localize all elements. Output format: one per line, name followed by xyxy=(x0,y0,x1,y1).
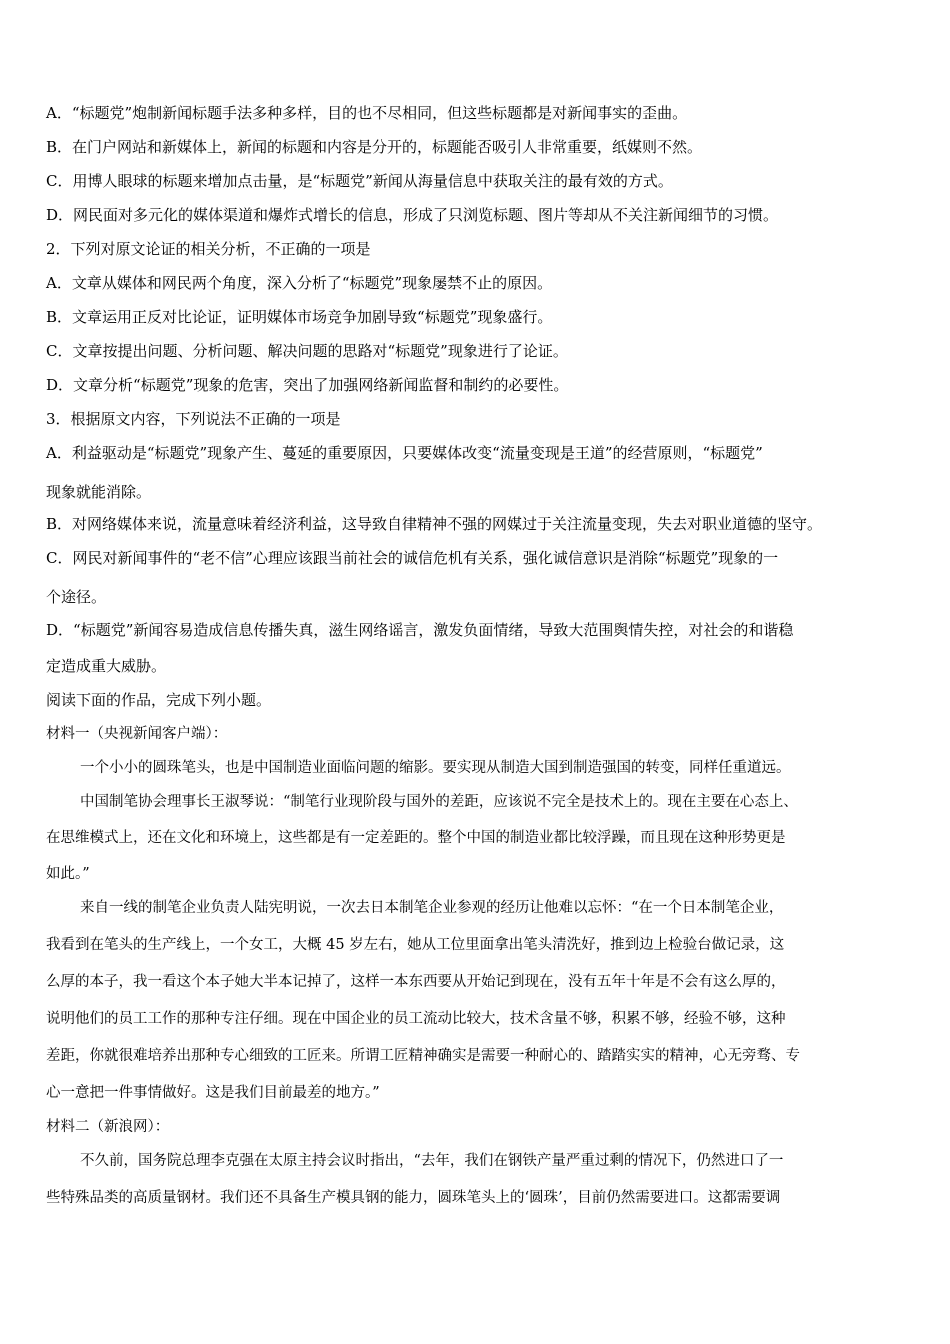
material2-title: 材料二（新浪网）： xyxy=(46,1119,170,1135)
material1-paragraph1: 一个小小的圆珠笔头，也是中国制造业面临问题的缩影。要实现从制造大国到制造强国的转变，同样任重道远。 xyxy=(80,760,791,776)
q2-option-c: C．文章按提出问题、分析问题、解决问题的思路对“标题党”现象进行了论证。 xyxy=(46,342,568,360)
reading-instruction: 阅读下面的作品，完成下列小题。 xyxy=(46,691,272,709)
q3-option-c-line2: 个途径。 xyxy=(46,588,107,606)
q3-option-b: B．对网络媒体来说，流量意味着经济利益，这导致自律精神不强的网媒过于关注流量变现，失去对职业道德的坚守。 xyxy=(46,515,823,533)
material1-paragraph3-line6: 心一意把一件事情做好。这是我们目前最差的地方。” xyxy=(46,1085,380,1101)
q3-option-d-line1: D．“标题党”新闻容易造成信息传播失真，滋生网络谣言，激发负面情绪，导致大范围舆情失控，对社会的和谐稳 xyxy=(46,621,794,639)
q2-option-a: A．文章从媒体和网民两个角度，深入分析了“标题党”现象屡禁不止的原因。 xyxy=(46,274,553,292)
q3-option-c-line1: C．网民对新闻事件的“老不信”心理应该跟当前社会的诚信危机有关系，强化诚信意识是消除“标题党”现象的一 xyxy=(46,549,779,567)
q2-stem: 2．下列对原文论证的相关分析，不正确的一项是 xyxy=(46,240,371,258)
q3-stem: 3．根据原文内容，下列说法不正确的一项是 xyxy=(46,410,341,428)
q3-option-a-line1: A．利益驱动是“标题党”现象产生、蔓延的重要原因，只要媒体改变“流量变现是王道”的经营原则，“标题党” xyxy=(46,444,763,462)
material1-paragraph2-line1: 中国制笔协会理事长王淑琴说：“制笔行业现阶段与国外的差距，应该说不完全是技术上的。现在主要在心态上、 xyxy=(80,794,798,810)
material1-paragraph3-line1: 来自一线的制笔企业负责人陆宪明说，一次去日本制笔企业参观的经历让他难以忘怀：“在一个日本制笔企业， xyxy=(80,900,784,916)
q2-option-d: D．文章分析“标题党”现象的危害，突出了加强网络新闻监督和制约的必要性。 xyxy=(46,376,569,394)
material2-paragraph1-line1: 不久前，国务院总理李克强在太原主持会议时指出，“去年，我们在钢铁产量严重过剩的情况下，仍然进口了一 xyxy=(80,1153,784,1169)
q3-option-d-line2: 定造成重大威胁。 xyxy=(46,657,167,675)
material1-paragraph3-line4: 说明他们的员工工作的那种专注仔细。现在中国企业的员工流动比较大，技术含量不够，积累不够，经验不够，这种 xyxy=(46,1011,786,1027)
q2-option-b: B．文章运用正反对比论证，证明媒体市场竞争加剧导致“标题党”现象盛行。 xyxy=(46,308,553,326)
material1-paragraph3-line3: 么厚的本子，我一看这个本子她大半本记掉了，这样一本东西要从开始记到现在，没有五年十年是不会有这么厚的， xyxy=(46,974,786,990)
material1-paragraph3-line2: 我看到在笔头的生产线上，一个女工，大概 45 岁左右，她从工位里面拿出笔头清洗好，推到边上检验台做记录，这 xyxy=(46,937,785,953)
q1-option-c: C．用博人眼球的标题来增加点击量，是“标题党”新闻从海量信息中获取关注的最有效的方式。 xyxy=(46,172,673,190)
material1-paragraph3-line5: 差距，你就很难培养出那种专心细致的工匠来。所谓工匠精神确实是需要一种耐心的、踏踏实实的精神，心无旁骛、专 xyxy=(46,1048,800,1064)
q1-option-b: B．在门户网站和新媒体上，新闻的标题和内容是分开的，标题能否吸引人非常重要，纸媒则不然。 xyxy=(46,138,703,156)
q1-option-a: A．“标题党”炮制新闻标题手法多种多样，目的也不尽相同，但这些标题都是对新闻事实的歪曲。 xyxy=(46,104,688,122)
material2-paragraph1-line2: 些特殊品类的高质量钢材。我们还不具备生产模具钢的能力，圆珠笔头上的‘圆珠’，目前仍然需要进口。这都需要调 xyxy=(46,1190,781,1206)
q3-option-a-line2: 现象就能消除。 xyxy=(46,483,152,501)
q1-option-d: D．网民面对多元化的媒体渠道和爆炸式增长的信息，形成了只浏览标题、图片等却从不关注新闻细节的习惯。 xyxy=(46,206,779,224)
material1-paragraph2-line3: 如此。” xyxy=(46,866,90,882)
material1-title: 材料一（央视新闻客户端）： xyxy=(46,726,228,742)
material1-paragraph2-line2: 在思维模式上，还在文化和环境上，这些都是有一定差距的。整个中国的制造业都比较浮躁，而且现在这种形势更是 xyxy=(46,830,786,846)
